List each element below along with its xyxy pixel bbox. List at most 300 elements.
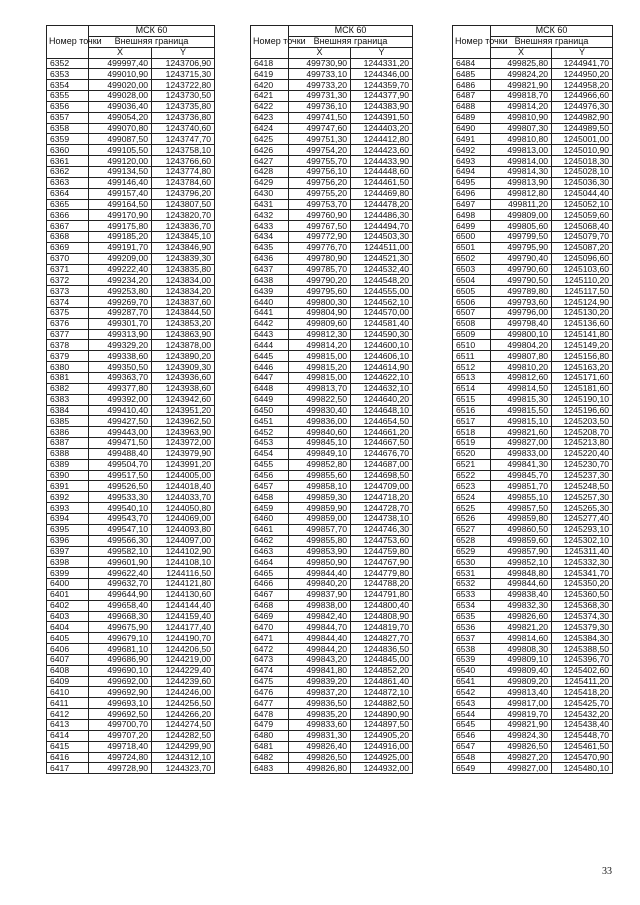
point-number-cell: 6507	[453, 307, 491, 318]
x-coordinate-cell: 499350,50	[89, 362, 152, 373]
y-coordinate-cell: 1245293,10	[552, 524, 613, 535]
x-coordinate-cell: 499809,20	[491, 676, 552, 687]
point-number-cell: 6499	[453, 221, 491, 232]
table-row	[453, 91, 613, 102]
x-coordinate-cell: 499859,60	[491, 535, 552, 546]
x-coordinate-cell: 499842,40	[289, 611, 351, 622]
y-coordinate-cell: 1244808,90	[351, 611, 413, 622]
point-number-cell: 6378	[47, 340, 89, 351]
point-number-cell: 6447	[251, 373, 289, 384]
x-coordinate-cell: 499601,90	[89, 557, 152, 568]
point-number-cell: 6438	[251, 275, 289, 286]
table-row	[251, 416, 413, 427]
point-number-cell: 6533	[453, 589, 491, 600]
table-row	[251, 253, 413, 264]
table-row	[47, 318, 215, 329]
y-coordinate-cell: 1243740,60	[152, 123, 215, 134]
y-coordinate-cell: 1244989,50	[552, 123, 613, 134]
x-coordinate-cell: 499471,50	[89, 438, 152, 449]
y-coordinate-cell: 1244412,80	[351, 134, 413, 145]
point-number-cell: 6537	[453, 633, 491, 644]
point-number-cell: 6446	[251, 362, 289, 373]
table-row	[251, 232, 413, 243]
table-row	[251, 362, 413, 373]
point-number-cell: 6423	[251, 112, 289, 123]
table-row	[251, 600, 413, 611]
x-coordinate-cell: 499269,70	[89, 297, 152, 308]
x-coordinate-cell: 499543,70	[89, 513, 152, 524]
table-row	[251, 210, 413, 221]
header-system: МСК 60	[289, 26, 413, 37]
y-coordinate-cell: 1245059,60	[552, 210, 613, 221]
x-coordinate-cell: 499772,90	[289, 232, 351, 243]
x-coordinate-cell: 499818,70	[491, 91, 552, 102]
table-row	[453, 741, 613, 752]
table-row	[453, 177, 613, 188]
y-coordinate-cell: 1244461,50	[351, 177, 413, 188]
table-row	[47, 513, 215, 524]
table-row	[251, 535, 413, 546]
table-row	[453, 253, 613, 264]
x-coordinate-cell: 499838,00	[289, 600, 351, 611]
point-number-cell: 6509	[453, 329, 491, 340]
table-row	[251, 687, 413, 698]
point-number-cell: 6484	[453, 58, 491, 69]
table-row	[453, 188, 613, 199]
y-coordinate-cell: 1243844,50	[152, 307, 215, 318]
table-row	[47, 622, 215, 633]
y-coordinate-cell: 1243836,70	[152, 221, 215, 232]
x-coordinate-cell: 499692,50	[89, 709, 152, 720]
header-system: МСК 60	[89, 26, 215, 37]
point-number-cell: 6460	[251, 513, 289, 524]
x-coordinate-cell: 499808,30	[491, 644, 552, 655]
y-coordinate-cell: 1243766,60	[152, 156, 215, 167]
y-coordinate-cell: 1245432,20	[552, 709, 613, 720]
x-coordinate-cell: 499805,60	[491, 221, 552, 232]
point-number-cell: 6361	[47, 156, 89, 167]
table-row	[453, 448, 613, 459]
table-row	[453, 557, 613, 568]
table-row	[453, 568, 613, 579]
point-number-cell: 6485	[453, 69, 491, 80]
x-coordinate-cell: 499733,10	[289, 69, 351, 80]
point-number-cell: 6467	[251, 589, 289, 600]
y-coordinate-cell: 1245311,40	[552, 546, 613, 557]
y-coordinate-cell: 1244093,80	[152, 524, 215, 535]
point-number-cell: 6399	[47, 568, 89, 579]
y-coordinate-cell: 1243834,20	[152, 286, 215, 297]
y-coordinate-cell: 1244746,30	[351, 524, 413, 535]
y-coordinate-cell: 1245196,60	[552, 405, 613, 416]
x-coordinate-cell: 499833,00	[491, 448, 552, 459]
table-row	[47, 297, 215, 308]
table-row	[47, 589, 215, 600]
point-number-cell: 6375	[47, 307, 89, 318]
x-coordinate-cell: 499679,10	[89, 633, 152, 644]
point-number-cell: 6512	[453, 362, 491, 373]
table-row	[47, 177, 215, 188]
y-coordinate-cell: 1245103,60	[552, 264, 613, 275]
point-number-cell: 6411	[47, 698, 89, 709]
x-coordinate-cell: 499821,90	[491, 80, 552, 91]
table-row	[251, 275, 413, 286]
point-number-cell: 6523	[453, 481, 491, 492]
x-coordinate-cell: 499857,70	[289, 524, 351, 535]
point-number-cell: 6504	[453, 275, 491, 286]
point-number-cell: 6424	[251, 123, 289, 134]
y-coordinate-cell: 1245124,90	[552, 297, 613, 308]
x-coordinate-cell: 499815,10	[491, 416, 552, 427]
x-coordinate-cell: 499799,50	[491, 232, 552, 243]
point-number-cell: 6522	[453, 470, 491, 481]
table-row	[47, 481, 215, 492]
x-coordinate-cell: 499813,70	[289, 383, 351, 394]
point-number-cell: 6535	[453, 611, 491, 622]
header-y: Y	[552, 47, 613, 58]
coordinates-table-3	[452, 25, 613, 774]
x-coordinate-cell: 499377,80	[89, 383, 152, 394]
y-coordinate-cell: 1245052,10	[552, 199, 613, 210]
x-coordinate-cell: 499841,30	[491, 459, 552, 470]
x-coordinate-cell: 499855,10	[491, 492, 552, 503]
point-number-cell: 6539	[453, 654, 491, 665]
point-number-cell: 6465	[251, 568, 289, 579]
point-number-cell: 6433	[251, 221, 289, 232]
x-coordinate-cell: 499301,70	[89, 318, 152, 329]
table-row	[251, 676, 413, 687]
point-number-cell: 6548	[453, 752, 491, 763]
y-coordinate-cell: 1243936,60	[152, 373, 215, 384]
point-number-cell: 6373	[47, 286, 89, 297]
table-row	[453, 644, 613, 655]
point-number-cell: 6364	[47, 188, 89, 199]
table-row	[251, 741, 413, 752]
table-row	[453, 80, 613, 91]
table-row	[47, 459, 215, 470]
y-coordinate-cell: 1243758,10	[152, 145, 215, 156]
x-coordinate-cell: 499686,90	[89, 654, 152, 665]
point-number-cell: 6440	[251, 297, 289, 308]
y-coordinate-cell: 1243909,30	[152, 362, 215, 373]
x-coordinate-cell: 499209,00	[89, 253, 152, 264]
point-number-cell: 6459	[251, 503, 289, 514]
y-coordinate-cell: 1243736,80	[152, 112, 215, 123]
x-coordinate-cell: 499811,20	[491, 199, 552, 210]
point-number-cell: 6354	[47, 80, 89, 91]
y-coordinate-cell: 1244698,50	[351, 470, 413, 481]
point-number-cell: 6363	[47, 177, 89, 188]
point-number-cell: 6541	[453, 676, 491, 687]
table-row	[251, 633, 413, 644]
x-coordinate-cell: 499754,20	[289, 145, 351, 156]
y-coordinate-cell: 1244121,80	[152, 579, 215, 590]
table-row	[251, 221, 413, 232]
point-number-cell: 6479	[251, 720, 289, 731]
point-number-cell: 6379	[47, 351, 89, 362]
table-row	[453, 373, 613, 384]
point-number-cell: 6428	[251, 166, 289, 177]
point-number-cell: 6383	[47, 394, 89, 405]
point-number-cell: 6477	[251, 698, 289, 709]
y-coordinate-cell: 1243942,60	[152, 394, 215, 405]
y-coordinate-cell: 1244377,90	[351, 91, 413, 102]
point-number-cell: 6394	[47, 513, 89, 524]
table-row	[453, 318, 613, 329]
x-coordinate-cell: 499547,10	[89, 524, 152, 535]
x-coordinate-cell: 499755,70	[289, 156, 351, 167]
y-coordinate-cell: 1243845,10	[152, 232, 215, 243]
y-coordinate-cell: 1245203,50	[552, 416, 613, 427]
table-row	[47, 644, 215, 655]
point-number-cell: 6511	[453, 351, 491, 362]
table-row	[251, 177, 413, 188]
x-coordinate-cell: 499810,20	[491, 362, 552, 373]
table-row	[47, 362, 215, 373]
x-coordinate-cell: 499844,40	[289, 568, 351, 579]
point-number-cell: 6358	[47, 123, 89, 134]
x-coordinate-cell: 499832,30	[491, 600, 552, 611]
point-number-cell: 6464	[251, 557, 289, 568]
table-row	[47, 600, 215, 611]
point-number-cell: 6425	[251, 134, 289, 145]
point-number-cell: 6367	[47, 221, 89, 232]
point-number-cell: 6441	[251, 307, 289, 318]
table-row	[453, 687, 613, 698]
point-number-cell: 6371	[47, 264, 89, 275]
table-row	[47, 123, 215, 134]
y-coordinate-cell: 1244177,40	[152, 622, 215, 633]
table-row	[251, 373, 413, 384]
table-row	[47, 611, 215, 622]
x-coordinate-cell: 499850,90	[289, 557, 351, 568]
table-row	[453, 470, 613, 481]
x-coordinate-cell: 499997,40	[89, 58, 152, 69]
table-row	[453, 264, 613, 275]
y-coordinate-cell: 1245163,20	[552, 362, 613, 373]
table-row	[453, 513, 613, 524]
point-number-cell: 6356	[47, 101, 89, 112]
y-coordinate-cell: 1244206,50	[152, 644, 215, 655]
x-coordinate-cell: 499813,00	[491, 145, 552, 156]
point-number-cell: 6525	[453, 503, 491, 514]
x-coordinate-cell: 499839,20	[289, 676, 351, 687]
x-coordinate-cell: 499826,50	[289, 752, 351, 763]
x-coordinate-cell: 499840,60	[289, 427, 351, 438]
x-coordinate-cell: 499313,90	[89, 329, 152, 340]
point-number-cell: 6538	[453, 644, 491, 655]
x-coordinate-cell: 499776,70	[289, 242, 351, 253]
x-coordinate-cell: 499855,60	[289, 470, 351, 481]
x-coordinate-cell: 499844,40	[289, 633, 351, 644]
point-number-cell: 6381	[47, 373, 89, 384]
table-row	[47, 730, 215, 741]
point-number-cell: 6462	[251, 535, 289, 546]
point-number-cell: 6469	[251, 611, 289, 622]
point-number-cell: 6395	[47, 524, 89, 535]
table-row	[453, 123, 613, 134]
y-coordinate-cell: 1245036,30	[552, 177, 613, 188]
y-coordinate-cell: 1243835,80	[152, 264, 215, 275]
point-number-cell: 6546	[453, 730, 491, 741]
y-coordinate-cell: 1245213,80	[552, 438, 613, 449]
header-point-number: Номер точки	[251, 26, 289, 59]
point-number-cell: 6463	[251, 546, 289, 557]
point-number-cell: 6513	[453, 373, 491, 384]
x-coordinate-cell: 499807,80	[491, 351, 552, 362]
table-row	[453, 600, 613, 611]
x-coordinate-cell: 499814,50	[491, 383, 552, 394]
y-coordinate-cell: 1245141,80	[552, 329, 613, 340]
table-row	[47, 492, 215, 503]
y-coordinate-cell: 1245096,60	[552, 253, 613, 264]
table-row	[251, 568, 413, 579]
point-number-cell: 6422	[251, 101, 289, 112]
point-number-cell: 6521	[453, 459, 491, 470]
y-coordinate-cell: 1245248,50	[552, 481, 613, 492]
x-coordinate-cell: 499693,10	[89, 698, 152, 709]
point-number-cell: 6527	[453, 524, 491, 535]
y-coordinate-cell: 1244982,90	[552, 112, 613, 123]
header-x: X	[89, 47, 152, 58]
point-number-cell: 6483	[251, 763, 289, 774]
table-row	[453, 633, 613, 644]
table-row	[47, 242, 215, 253]
y-coordinate-cell: 1244548,20	[351, 275, 413, 286]
table-row	[251, 513, 413, 524]
x-coordinate-cell: 499809,00	[491, 210, 552, 221]
y-coordinate-cell: 1244403,20	[351, 123, 413, 134]
y-coordinate-cell: 1244312,10	[152, 752, 215, 763]
point-number-cell: 6385	[47, 416, 89, 427]
y-coordinate-cell: 1245418,20	[552, 687, 613, 698]
x-coordinate-cell: 499175,80	[89, 221, 152, 232]
x-coordinate-cell: 499736,10	[289, 101, 351, 112]
table-row	[251, 611, 413, 622]
y-coordinate-cell: 1243784,60	[152, 177, 215, 188]
y-coordinate-cell: 1245341,70	[552, 568, 613, 579]
y-coordinate-cell: 1245480,10	[552, 763, 613, 774]
y-coordinate-cell: 1244872,10	[351, 687, 413, 698]
point-number-cell: 6362	[47, 166, 89, 177]
point-number-cell: 6508	[453, 318, 491, 329]
y-coordinate-cell: 1243972,00	[152, 438, 215, 449]
y-coordinate-cell: 1244448,60	[351, 166, 413, 177]
point-number-cell: 6517	[453, 416, 491, 427]
table-row	[453, 166, 613, 177]
y-coordinate-cell: 1244097,00	[152, 535, 215, 546]
x-coordinate-cell: 499853,90	[289, 546, 351, 557]
point-number-cell: 6474	[251, 665, 289, 676]
table-row	[251, 503, 413, 514]
point-number-cell: 6470	[251, 622, 289, 633]
y-coordinate-cell: 1244728,70	[351, 503, 413, 514]
point-number-cell: 6501	[453, 242, 491, 253]
x-coordinate-cell: 499632,70	[89, 579, 152, 590]
y-coordinate-cell: 1244323,70	[152, 763, 215, 774]
x-coordinate-cell: 499859,80	[491, 513, 552, 524]
x-coordinate-cell: 499622,40	[89, 568, 152, 579]
y-coordinate-cell: 1244622,10	[351, 373, 413, 384]
table-row	[47, 546, 215, 557]
y-coordinate-cell: 1244819,70	[351, 622, 413, 633]
x-coordinate-cell: 499860,50	[491, 524, 552, 535]
x-coordinate-cell: 499857,90	[491, 546, 552, 557]
table-row	[251, 156, 413, 167]
table-row	[47, 166, 215, 177]
x-coordinate-cell: 499170,90	[89, 210, 152, 221]
point-number-cell: 6393	[47, 503, 89, 514]
table-row	[251, 459, 413, 470]
y-coordinate-cell: 1243774,80	[152, 166, 215, 177]
table-row	[47, 438, 215, 449]
table-row	[251, 394, 413, 405]
table-row	[251, 80, 413, 91]
x-coordinate-cell: 499054,20	[89, 112, 152, 123]
table-row	[453, 340, 613, 351]
table-row	[47, 329, 215, 340]
point-number-cell: 6458	[251, 492, 289, 503]
x-coordinate-cell: 499809,60	[289, 318, 351, 329]
x-coordinate-cell: 499120,00	[89, 156, 152, 167]
table-row	[47, 470, 215, 481]
x-coordinate-cell: 499756,20	[289, 177, 351, 188]
y-coordinate-cell: 1243837,60	[152, 297, 215, 308]
y-coordinate-cell: 1244827,70	[351, 633, 413, 644]
point-number-cell: 6494	[453, 166, 491, 177]
x-coordinate-cell: 499841,80	[289, 665, 351, 676]
x-coordinate-cell: 499825,80	[491, 58, 552, 69]
table-row	[453, 242, 613, 253]
table-row	[453, 101, 613, 112]
table-row	[47, 145, 215, 156]
table-row	[453, 329, 613, 340]
point-number-cell: 6416	[47, 752, 89, 763]
y-coordinate-cell: 1243853,20	[152, 318, 215, 329]
x-coordinate-cell: 499747,60	[289, 123, 351, 134]
x-coordinate-cell: 499707,20	[89, 730, 152, 741]
y-coordinate-cell: 1244532,40	[351, 264, 413, 275]
table-row	[47, 210, 215, 221]
y-coordinate-cell: 1243991,20	[152, 459, 215, 470]
x-coordinate-cell: 499812,80	[491, 188, 552, 199]
y-coordinate-cell: 1243820,70	[152, 210, 215, 221]
y-coordinate-cell: 1245010,90	[552, 145, 613, 156]
point-number-cell: 6437	[251, 264, 289, 275]
table-row	[251, 579, 413, 590]
point-number-cell: 6377	[47, 329, 89, 340]
y-coordinate-cell: 1244159,40	[152, 611, 215, 622]
point-number-cell: 6482	[251, 752, 289, 763]
x-coordinate-cell: 499234,20	[89, 275, 152, 286]
x-coordinate-cell: 499795,90	[491, 242, 552, 253]
y-coordinate-cell: 1243878,00	[152, 340, 215, 351]
point-number-cell: 6435	[251, 242, 289, 253]
x-coordinate-cell: 499844,20	[289, 644, 351, 655]
x-coordinate-cell: 499157,40	[89, 188, 152, 199]
table-row	[453, 145, 613, 156]
y-coordinate-cell: 1244190,70	[152, 633, 215, 644]
y-coordinate-cell: 1245068,40	[552, 221, 613, 232]
x-coordinate-cell: 499814,30	[491, 166, 552, 177]
point-number-cell: 6542	[453, 687, 491, 698]
table-row	[251, 405, 413, 416]
table-row	[251, 318, 413, 329]
point-number-cell: 6516	[453, 405, 491, 416]
point-number-cell: 6545	[453, 720, 491, 731]
coordinates-table-2	[250, 25, 413, 774]
header-y: Y	[351, 47, 413, 58]
